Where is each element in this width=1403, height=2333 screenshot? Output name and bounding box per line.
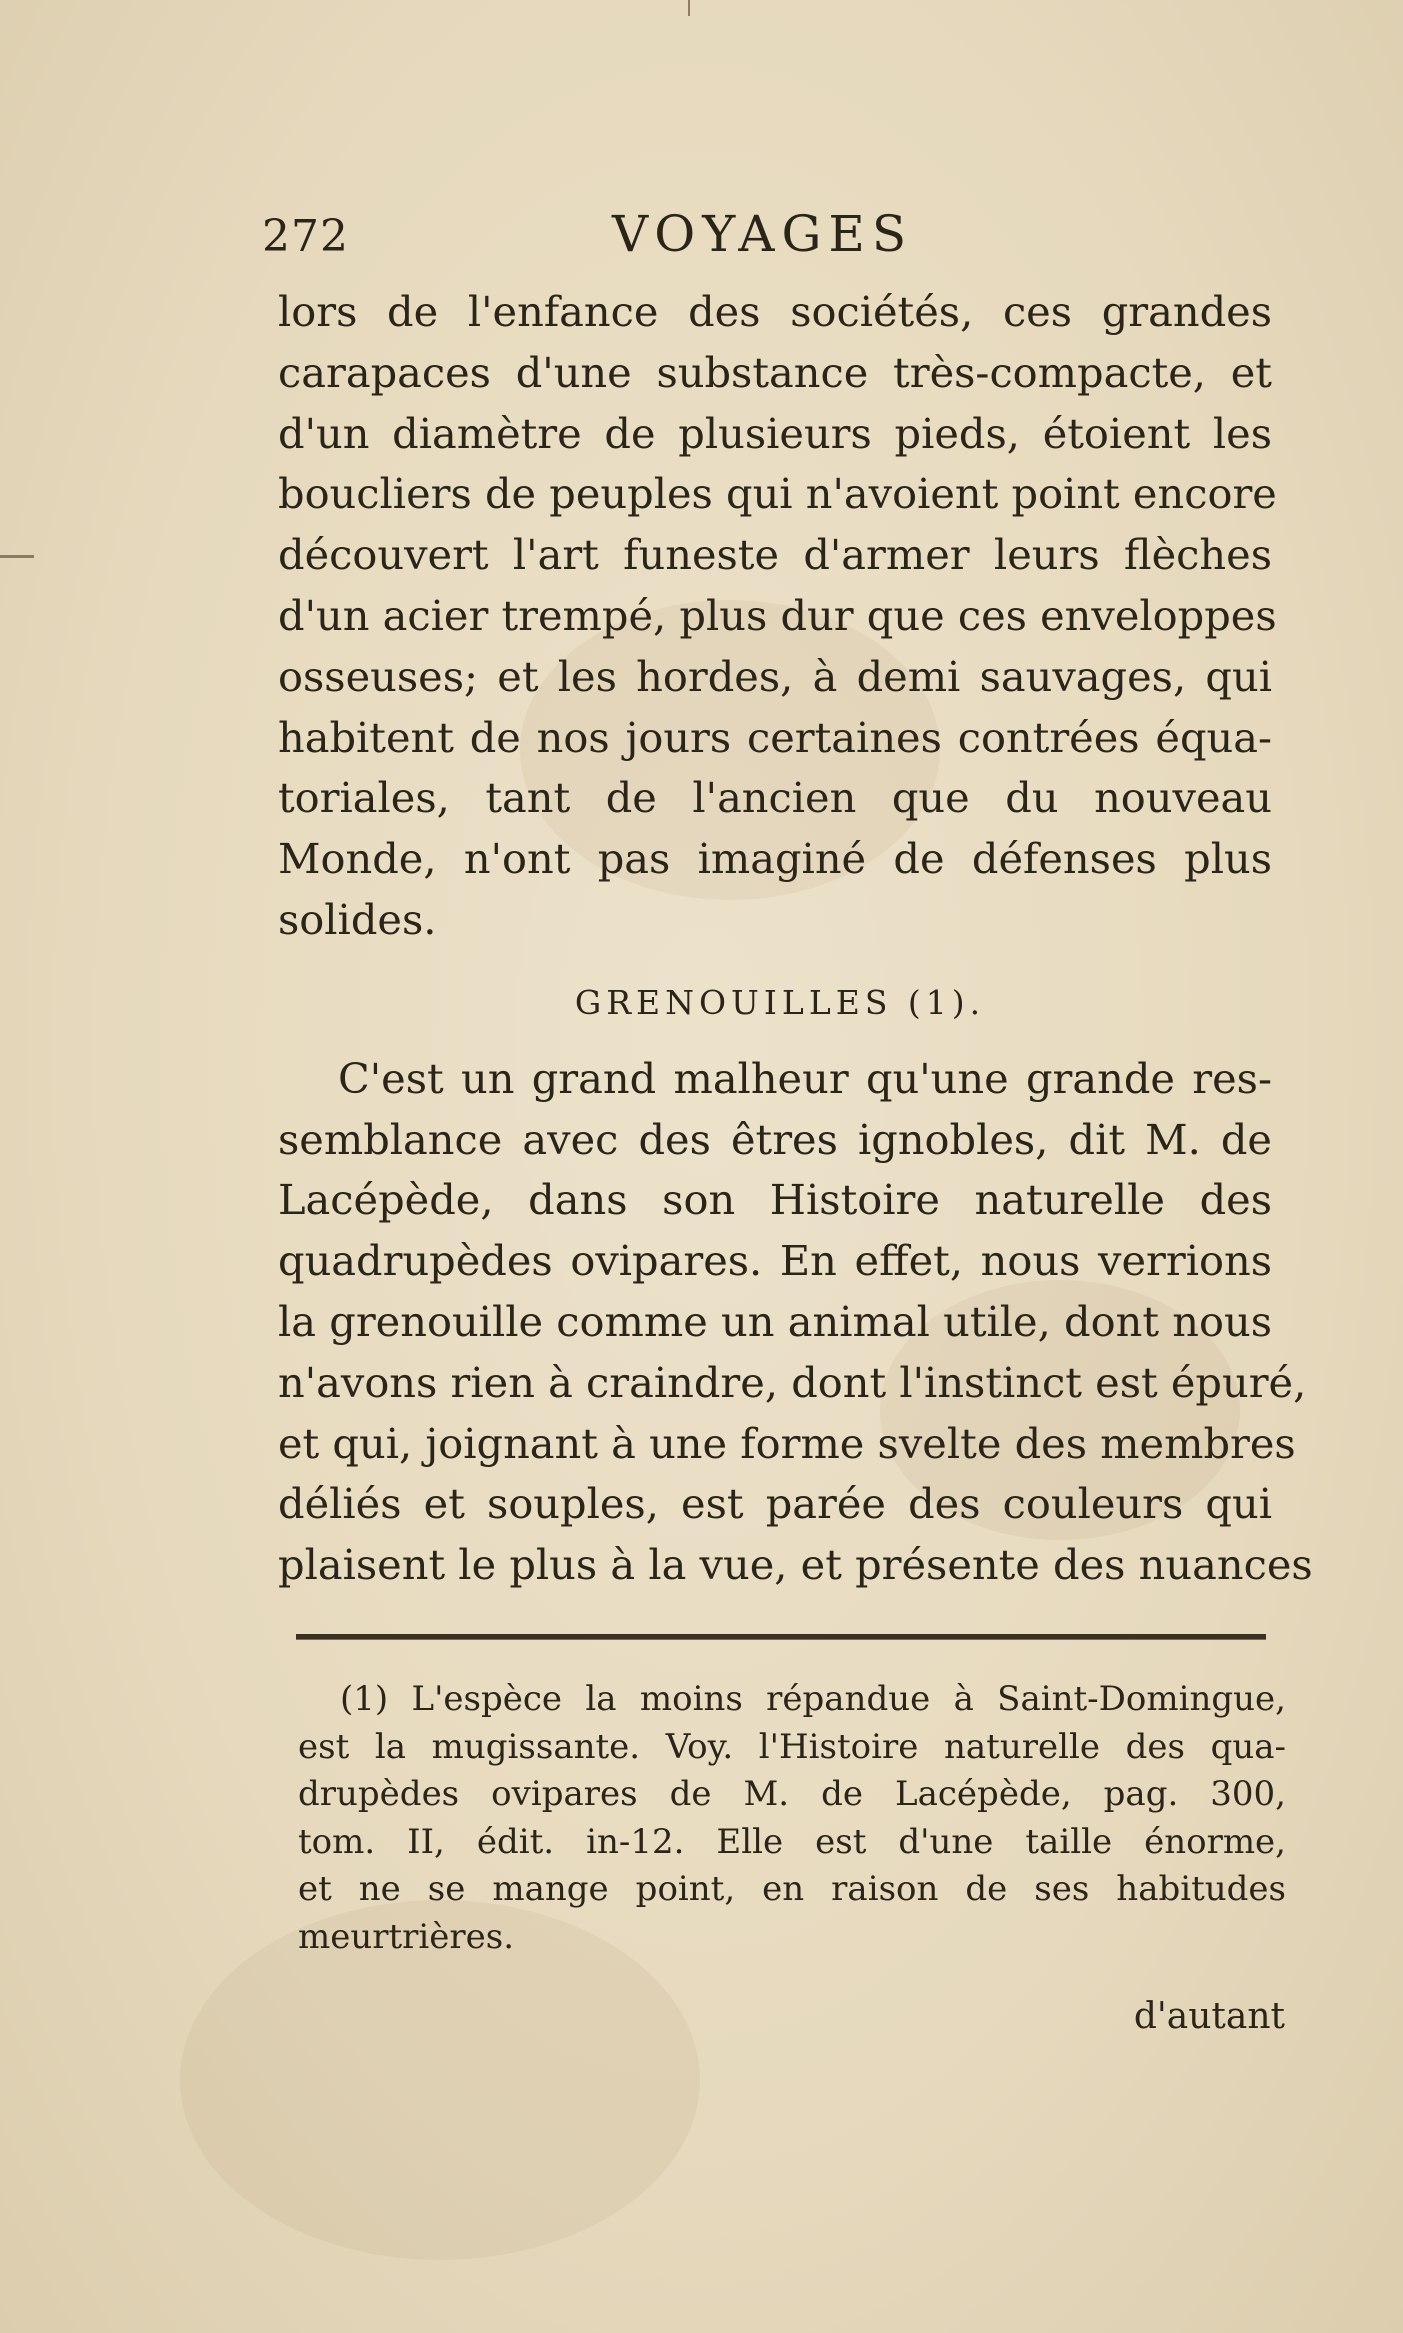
footnote-line: et ne se mange point, en raison de ses habitudes: [298, 1869, 1286, 1909]
text-line: boucliers de peuples qui n'avoient point encore: [278, 469, 1277, 519]
text-line: découvert l'art funeste d'armer leurs flèches: [278, 530, 1272, 580]
text-line: n'avons rien à craindre, dont l'instinct est épuré,: [278, 1357, 1307, 1407]
text-line: d'un acier trempé, plus dur que ces enveloppes: [278, 590, 1277, 640]
text-line: d'un diamètre de plusieurs pieds, étoient les: [278, 408, 1272, 458]
page-header: [262, 205, 1272, 275]
text-line: la grenouille comme un animal utile, dont nous: [278, 1296, 1272, 1346]
text-line: quadrupèdes ovipares. En effet, nous verrions: [278, 1236, 1272, 1286]
text-line: habitent de nos jours certaines contrées équa-: [278, 712, 1272, 762]
text-line: osseuses; et les hordes, à demi sauvages, qui: [278, 651, 1272, 701]
text-line: semblance avec des êtres ignobles, dit M. de: [278, 1114, 1272, 1164]
catchword: d'autant: [1133, 1996, 1285, 2037]
text-line: Monde, n'ont pas imaginé de défenses plus: [278, 834, 1272, 884]
text-line: carapaces d'une substance très-compacte, et: [278, 347, 1272, 397]
footnote-line: meurtrières.: [298, 1916, 515, 1957]
text-line: et qui, joignant à une forme svelte des membres: [278, 1418, 1296, 1468]
footnote-line: drupèdes ovipares de M. de Lacépède, pag. 300,: [298, 1774, 1286, 1814]
text-line: solides.: [278, 894, 437, 944]
margin-tick: [688, 0, 690, 16]
footnote-rule: [296, 1634, 1266, 1640]
text-line: Lacépède, dans son Histoire naturelle des: [278, 1175, 1272, 1225]
footnote-line: tom. II, édit. in-12. Elle est d'une taille énorme,: [298, 1821, 1286, 1862]
page-number: 272: [262, 211, 349, 262]
text-line: plaisent le plus à la vue, et présente des nuances: [278, 1540, 1313, 1590]
text-line: toriales, tant de l'ancien que du nouveau: [278, 773, 1272, 823]
footnote-line: (1) L'espèce la moins répandue à Saint-Domingue,: [340, 1679, 1286, 1719]
text-line: déliés et souples, est parée des couleurs qui: [278, 1479, 1272, 1529]
footnote: [298, 1676, 1286, 1961]
section-heading: GRENOUILLES (1).: [574, 982, 986, 1022]
running-title: VOYAGES: [612, 205, 914, 263]
main-text: [278, 282, 1313, 1596]
footnote-line: est la mugissante. Voy. l'Histoire naturelle des qua-: [298, 1726, 1286, 1767]
margin-tick: [0, 555, 34, 558]
text-line: C'est un grand malheur qu'une grande res-: [338, 1053, 1272, 1103]
text-line: lors de l'enfance des sociétés, ces grandes: [278, 287, 1272, 336]
